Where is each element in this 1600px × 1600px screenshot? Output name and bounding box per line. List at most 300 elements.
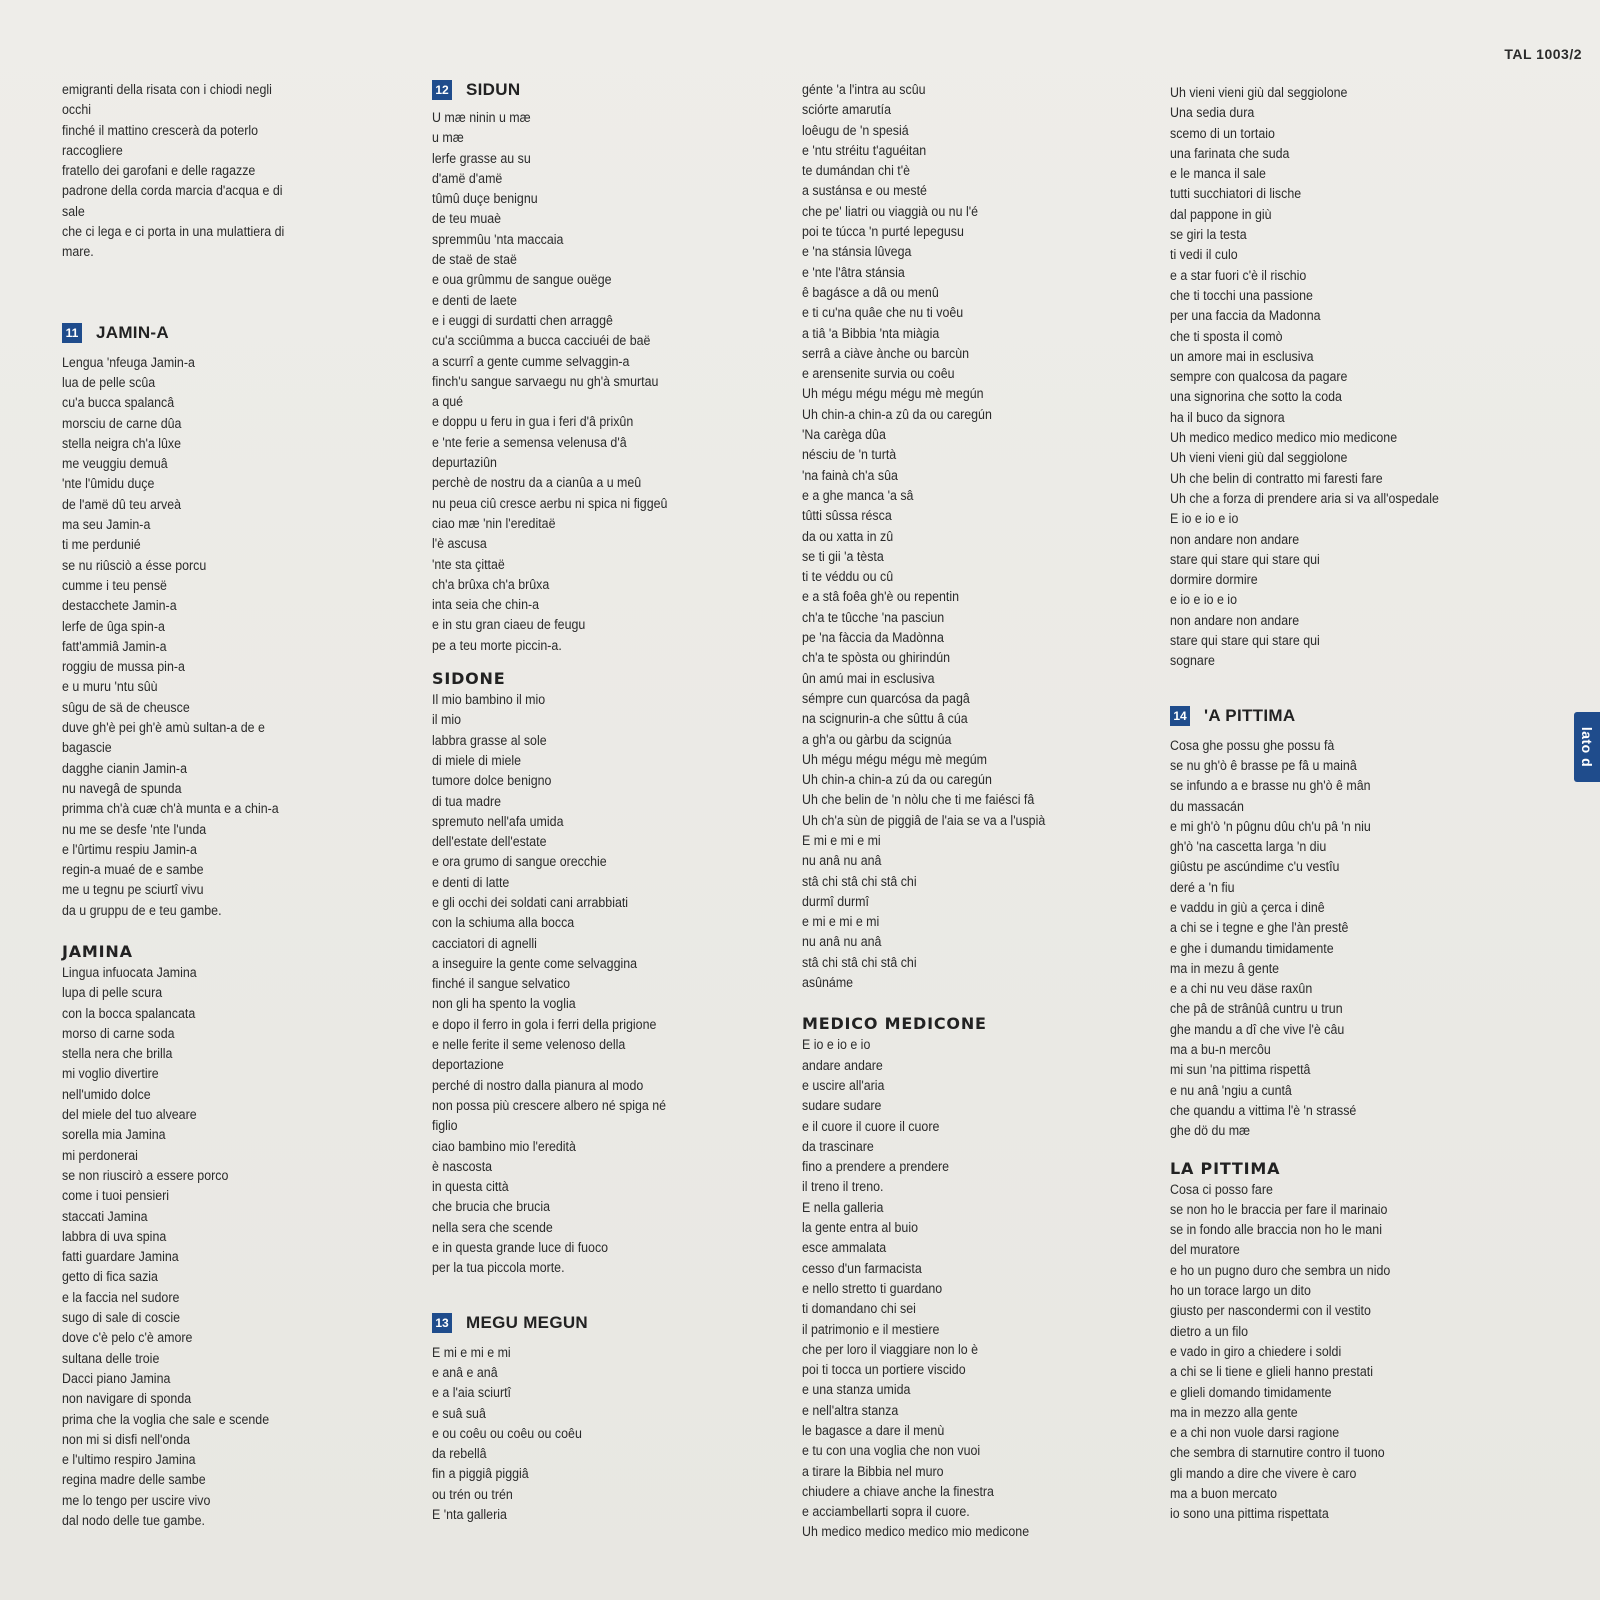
lyric-line: loêugu de 'n spesiá [802, 122, 909, 138]
lyric-line: E nella galleria [802, 1199, 884, 1215]
lyric-line: e 'ntu stréitu t'aguéitan [802, 142, 927, 158]
lyric-line: a chi se i tegne e ghe l'àn prestê [1170, 920, 1349, 936]
lyric-line: E io e io e io [1170, 511, 1239, 527]
lyric-line: e suâ suâ [432, 1405, 486, 1421]
lyric-line: labbra di uva spina [62, 1228, 167, 1244]
lyric-line: e a l'aia sciurtî [432, 1385, 512, 1401]
lyric-line: nu me se desfe 'nte l'unda [62, 821, 207, 837]
lyric-line: scemo di un tortaio [1170, 125, 1275, 141]
lyric-line: e vaddu in giù a çerca i dinê [1170, 899, 1325, 915]
lyric-line: che ci lega e ci porta in una mulattiera di [62, 224, 285, 240]
lyric-line: da rebellâ [432, 1446, 487, 1462]
column-1 [62, 80, 304, 1531]
catalog-number: TAL 1003/2 [1504, 46, 1582, 62]
lyric-line: nella sera che scende [432, 1219, 553, 1235]
megu-megun-lyrics [432, 1343, 688, 1526]
lyric-line: l'è ascusa [432, 536, 487, 552]
lyric-line: e a chi nu veu däse raxûn [1170, 981, 1313, 997]
lyric-line: regin-a muaé de e sambe [62, 862, 204, 878]
lyric-line: dal pappone in giù [1170, 206, 1272, 222]
lyric-line: Uh mégu mégu mégu mè megún [802, 386, 984, 402]
la-pittima-lyrics [1170, 1180, 1462, 1525]
lyric-line: a chi se li tiene e glieli hanno prestati [1170, 1364, 1373, 1380]
lyric-line: mare. [62, 244, 94, 260]
lyric-line: e nu anâ 'ngiu a cuntâ [1170, 1082, 1292, 1098]
lyric-line: e denti de laete [432, 292, 517, 308]
lyric-line: e vado in giro a chiedere i soldi [1170, 1343, 1342, 1359]
lyric-line: e a ghe manca 'a sâ [802, 487, 914, 503]
lyric-line: non andare non andare [1170, 531, 1300, 547]
lyric-line: chiudere a chiave anche la finestra [802, 1483, 994, 1499]
lyric-line: a tirare la Bibbia nel muro [802, 1463, 944, 1479]
lyric-line: cacciatori di agnelli [432, 935, 537, 951]
lyric-line: fino a prendere a prendere [802, 1159, 950, 1175]
lyric-line: getto di fica sazia [62, 1269, 158, 1285]
lyric-line: sognare [1170, 653, 1215, 669]
lyric-line: spremuto nell'afa umida [432, 813, 564, 829]
lyric-line: il treno il treno. [802, 1179, 884, 1195]
intro-stanza [62, 80, 304, 263]
lyric-line: gli mando a dire che vivere è caro [1170, 1465, 1357, 1481]
lyric-line: dove c'è pelo c'è amore [62, 1330, 193, 1346]
lyric-line: 'Na carèga dûa [802, 427, 886, 443]
lyric-line: e la faccia nel sudore [62, 1289, 180, 1305]
lyric-line: dormire dormire [1170, 572, 1258, 588]
lyric-line: che pâ de strânûâ cuntru u trun [1170, 1001, 1343, 1017]
lyric-line: Lengua 'nfeuga Jamin-a [62, 354, 195, 370]
lyric-line: la gente entra al buio [802, 1220, 919, 1236]
lyric-line: bagascie [62, 740, 112, 756]
lyric-line: cu'a bucca spalancâ [62, 395, 175, 411]
lyric-line: asûnáme [802, 975, 854, 991]
lyric-line: di tua madre [432, 793, 502, 809]
lyric-line: duve gh'è pei gh'è amù sultan-a de e [62, 720, 265, 736]
lyric-line: emigranti della risata con i chiodi negli [62, 82, 272, 97]
lyric-line: regina madre delle sambe [62, 1472, 206, 1488]
lyric-line: ma in mezzo alla gente [1170, 1404, 1298, 1420]
lyric-line: Uh ch'a sùn de piggiâ de l'aia se va a l'uspià [802, 812, 1046, 828]
lyric-line: Uh che belin de 'n nòlu che ti me faiésci fâ [802, 792, 1035, 808]
lyric-line: serrâ a ciàve ànche ou barcùn [802, 345, 970, 361]
lyric-line: me lo tengo per uscire vivo [62, 1492, 211, 1508]
side-label: lato d [1579, 726, 1595, 768]
lyric-line: d'amë d'amë [432, 170, 503, 186]
lyric-line: da u gruppu de e teu gambe. [62, 902, 222, 918]
lyric-line: e u muru 'ntu sûù [62, 679, 158, 695]
lyric-line: du massacán [1170, 798, 1244, 814]
lyric-line: Dacci piano Jamina [62, 1370, 171, 1386]
lyric-line: che ti tocchi una passione [1170, 287, 1313, 303]
lyric-line: e una stanza umida [802, 1382, 911, 1398]
lyric-line: e le manca il sale [1170, 166, 1266, 182]
lyric-line: ti vedi il culo [1170, 247, 1238, 263]
lyric-line: con la bocca spalancata [62, 1005, 196, 1021]
column-3 [802, 80, 1066, 1543]
medico-medicone-lyrics [802, 1035, 1066, 1542]
track-13-heading [432, 1309, 688, 1337]
lyric-line: 'nte sta çittaë [432, 556, 505, 572]
lyric-line: stare qui stare qui stare qui [1170, 551, 1320, 567]
lyric-line: mi perdonerai [62, 1147, 138, 1163]
lyric-line: e in stu gran ciaeu de feugu [432, 617, 586, 633]
lyric-line: ma in mezu â gente [1170, 960, 1280, 976]
lyric-line: e ora grumo di sangue orecchie [432, 854, 607, 870]
lyric-line: sciórte amarutía [802, 102, 892, 118]
lyric-line: finch'u sangue sarvaegu nu gh'à smurtau [432, 373, 659, 389]
lyric-line: de teu muaè [432, 211, 502, 227]
lyric-line: tutti succhiatori di lische [1170, 186, 1302, 202]
lyric-line: una farinata che suda [1170, 145, 1290, 161]
lyric-line: per una faccia da Madonna [1170, 308, 1321, 324]
track-title: JAMIN-A [96, 322, 169, 342]
translation-title: MEDICO MEDICONE [802, 1014, 987, 1034]
lyric-line: nell'umido dolce [62, 1086, 151, 1102]
lyric-line: a tiâ 'a Bibbia 'nta miàgia [802, 325, 940, 341]
lyric-line: ch'a brûxa ch'a brûxa [432, 576, 550, 592]
lyric-line: a scurrî a gente cumme selvaggin-a [432, 353, 630, 369]
jamin-a-lyrics [62, 353, 304, 921]
lyric-line: génte 'a l'intra au scûu [802, 82, 926, 97]
lyric-line: ciao bambino mio l'eredità [432, 1138, 576, 1154]
lyric-line: e l'ultimo respiro Jamina [62, 1452, 196, 1468]
lyric-line: nu anâ nu anâ [802, 934, 882, 950]
lyric-line: pe a teu morte piccin-a. [432, 637, 562, 653]
lyric-line: Uh che belin di contratto mi faresti fare [1170, 470, 1383, 486]
lyric-line: ti te véddu ou cû [802, 569, 894, 585]
lyric-line: 'na fainà ch'a sûa [802, 467, 898, 483]
lyric-line: cumme i teu pensë [62, 577, 167, 593]
lyric-line: giûstu pe ascúndime c'u vestîu [1170, 859, 1340, 875]
lyric-line: ghe mandu a dî che vive l'è câu [1170, 1021, 1345, 1037]
lyric-line: Uh medico medico medico mio medicone [802, 1524, 1030, 1540]
lyric-line: stella neigra ch'a lûxe [62, 435, 182, 451]
lyric-line: e oua grûmmu de sangue ouëge [432, 272, 612, 288]
lyric-line: e tu con una voglia che non vuoi [802, 1443, 981, 1459]
lyric-line: Una sedia dura [1170, 105, 1255, 121]
lyric-line: Cosa ghe possu ghe possu fà [1170, 737, 1335, 753]
lyric-line: lua de pelle scûa [62, 374, 156, 390]
lyric-line: E mi e mi e mi [802, 832, 881, 848]
lyric-line: Uh vieni vieni giù dal seggiolone [1170, 85, 1348, 100]
lyric-line: e ti cu'na quâe che nu ti voêu [802, 305, 964, 321]
translation-title: JAMINA [62, 941, 133, 961]
lyric-line: una signorina che sotto la coda [1170, 389, 1342, 405]
column-2 [432, 76, 688, 1525]
lyric-line: ti domandano chi sei [802, 1301, 916, 1317]
lyric-line: esce ammalata [802, 1240, 887, 1256]
lyric-line: e mi e mi e mi [802, 914, 880, 930]
lyric-line: è nascosta [432, 1158, 493, 1174]
lyric-line: inta seia che chin-a [432, 597, 540, 613]
lyric-line: non mi si disfi nell'onda [62, 1431, 191, 1447]
lyric-line: stâ chi stâ chi stâ chi [802, 873, 917, 889]
lyric-line: e l'ûrtimu respiu Jamin-a [62, 841, 197, 857]
medico-medicone-lyrics-continued [1170, 83, 1462, 672]
lyric-line: dal nodo delle tue gambe. [62, 1513, 205, 1528]
lyric-line: e nello stretto ti guardano [802, 1280, 943, 1296]
lyric-line: le bagasce a dare il menù [802, 1423, 945, 1438]
track-number-badge: 11 [62, 323, 82, 343]
lyric-line: Uh medico medico medico mio medicone [1170, 430, 1398, 446]
lyric-line: giusto per nascondermi con il vestito [1170, 1303, 1371, 1319]
lyric-line: tûtti sûssa résca [802, 508, 892, 524]
lyric-line: se in fondo alle braccia non ho le mani [1170, 1222, 1382, 1238]
lyric-line: a sustánsa e ou mesté [802, 183, 927, 199]
lyric-line: morso di carne soda [62, 1025, 175, 1041]
lyric-line: e nell'altra stanza [802, 1402, 899, 1418]
lyric-line: come i tuoi pensieri [62, 1188, 170, 1204]
lyric-line: non possa più crescere albero né spiga né [432, 1097, 667, 1113]
lyric-line: sûgu de sä de cheusce [62, 699, 190, 715]
lyric-line: ti me perdunié [62, 537, 141, 553]
track-title: MEGU MEGUN [466, 1312, 588, 1332]
lyric-line: sugo di sale di coscie [62, 1310, 181, 1326]
lyric-line: da ou xatta in zû [802, 528, 894, 544]
lyric-line: che pe' liatri ou viaggià ou nu l'é [802, 203, 978, 219]
lyric-line: e ho un pugno duro che sembra un nido [1170, 1262, 1391, 1278]
lyric-line: ho un torace largo un dito [1170, 1283, 1311, 1299]
lyric-line: e ou coêu ou coêu ou coêu [432, 1425, 582, 1441]
lyric-line: gh'ò 'na cascetta larga 'n diu [1170, 839, 1327, 855]
lyric-line: e gli occhi dei soldati cani arrabbiati [432, 894, 629, 910]
translation-title: SIDONE [432, 669, 506, 689]
lyric-line: deré a 'n fiu [1170, 879, 1235, 895]
lyric-line: e nelle ferite il seme velenoso della [432, 1037, 626, 1053]
lyric-line: Cosa ci posso fare [1170, 1181, 1273, 1197]
lyric-line: andare andare [802, 1057, 883, 1073]
lyric-line: lerfe de ûga spin-a [62, 618, 165, 634]
lyric-line: il mio [432, 712, 461, 728]
lyric-line: da trascinare [802, 1138, 874, 1154]
lyric-line: fatti guardare Jamina [62, 1249, 179, 1265]
lyric-line: e denti di latte [432, 874, 510, 890]
lyric-line: durmî durmî [802, 893, 869, 909]
lyric-line: e arensenite survia ou coêu [802, 366, 955, 382]
lyric-line: E 'nta galleria [432, 1507, 507, 1522]
lyric-line: te dumándan chi t'è [802, 163, 911, 179]
lyric-line: e 'na stánsia lûvega [802, 244, 912, 260]
lyric-line: ghe dö du mæ [1170, 1123, 1251, 1139]
lyric-line: e io e io e io [1170, 592, 1237, 608]
lyric-line: Lingua infuocata Jamina [62, 964, 197, 980]
lyric-line: pe 'na fàccia da Madònna [802, 630, 944, 646]
side-tab [1574, 712, 1600, 782]
lyric-line: Uh chin-a chin-a zû da ou caregún [802, 406, 992, 422]
lyric-line: me veuggiu demuâ [62, 456, 168, 472]
lyric-line: figlio [432, 1118, 458, 1134]
lyric-line: tumore dolce benigno [432, 773, 552, 789]
lyric-line: U mæ ninin u mæ [432, 110, 531, 125]
lyric-line: e 'nte ferie a semensa velenusa d'â [432, 434, 627, 450]
lyric-line: u mæ [432, 130, 464, 146]
lyric-line: e acciambellarti sopra il cuore. [802, 1504, 970, 1520]
lyric-line: sempre con qualcosa da pagare [1170, 369, 1348, 385]
lyric-line: ciao mæ 'nin l'ereditaë [432, 515, 556, 531]
lyric-line: cesso d'un farmacista [802, 1260, 922, 1276]
lyric-line: me u tegnu pe sciurtî vivu [62, 882, 204, 898]
track-number-badge: 12 [432, 80, 452, 100]
lyric-line: Uh chin-a chin-a zú da ou caregún [802, 772, 992, 788]
lyric-line: e glieli domando timidamente [1170, 1384, 1332, 1400]
lyric-line: poi te túcca 'n purté lepegusu [802, 224, 964, 240]
lyric-line: roggiu de mussa pin-a [62, 659, 185, 675]
lyric-line: tûmû duçe benignu [432, 191, 538, 207]
lyric-line: se nu riûsciò a ésse porcu [62, 557, 207, 573]
lyric-line: se ti gii 'a tèsta [802, 548, 884, 564]
lyric-line: e a stâ foêa gh'è ou repentin [802, 589, 960, 605]
lyric-line: e anâ e anâ [432, 1364, 498, 1380]
lyric-line: il patrimonio e il mestiere [802, 1321, 940, 1337]
lyric-line: io sono una pittima rispettata [1170, 1506, 1329, 1522]
jamina-lyrics [62, 963, 304, 1531]
lyric-line: per la tua piccola morte. [432, 1260, 565, 1276]
lyric-line: perché di nostro dalla pianura al modo [432, 1077, 644, 1093]
lyric-line: e in questa grande luce di fuoco [432, 1240, 609, 1256]
lyric-line: de staë de staë [432, 252, 517, 268]
lyric-line: che brucia che brucia [432, 1199, 551, 1215]
lyric-line: nésciu de 'n turtà [802, 447, 897, 463]
lyric-line: staccati Jamina [62, 1208, 148, 1224]
translation-title: LA PITTIMA [1170, 1158, 1281, 1178]
lyric-line: mi sun 'na pittima rispettâ [1170, 1062, 1311, 1078]
lyric-line: na scignurin-a che sûttu â cúa [802, 711, 968, 727]
lyric-line: e mi gh'ò 'n pûgnu dûu ch'u pâ 'n niu [1170, 818, 1371, 834]
lyric-line: non gli ha spento la voglia [432, 996, 576, 1012]
lyric-line: primma ch'à cuæ ch'à munta e a chin-a [62, 801, 279, 817]
lyric-line: stare qui stare qui stare qui [1170, 633, 1320, 649]
lyric-line: e a star fuori c'è il rischio [1170, 267, 1307, 283]
lyric-line: padrone della corda marcia d'acqua e di [62, 183, 283, 199]
lyric-line: a inseguire la gente come selvaggina [432, 955, 638, 971]
lyric-line: e il cuore il cuore il cuore [802, 1118, 940, 1134]
lyric-line: E mi e mi e mi [432, 1344, 511, 1360]
lyric-line: ch'a te spòsta ou ghirindún [802, 650, 951, 666]
lyric-line: deportazione [432, 1057, 504, 1073]
lyric-line: ma seu Jamin-a [62, 517, 151, 533]
lyric-line: di miele di miele [432, 752, 522, 768]
lyric-line: morsciu de carne dûa [62, 415, 182, 431]
lyric-line: sorella mia Jamina [62, 1127, 166, 1143]
lyric-line: fratello dei garofani e delle ragazze [62, 163, 256, 179]
lyric-line: e dopo il ferro in gola i ferri della prigione [432, 1016, 657, 1032]
lyric-line: labbra grasse al sole [432, 732, 547, 748]
lyric-line: Uh mégu mégu mégu mè megúm [802, 751, 988, 767]
track-11-heading [62, 319, 304, 347]
lyric-line: stâ chi stâ chi stâ chi [802, 954, 917, 970]
lyric-line: ûn amú mai in esclusiva [802, 670, 935, 686]
track-12-heading [432, 76, 688, 104]
lyric-line: che sembra di starnutire contro il tuono [1170, 1445, 1385, 1461]
lyric-line: dietro a un filo [1170, 1323, 1249, 1339]
lyric-line: perchè de nostru da a cianûa a u meû [432, 475, 642, 491]
lyric-line: prima che la voglia che sale e scende [62, 1411, 270, 1427]
sidone-lyrics [432, 690, 688, 1279]
lyric-line: e ghe i dumandu timidamente [1170, 940, 1334, 956]
lyric-line: ê bagásce a dâ ou menû [802, 284, 939, 300]
track-14-heading [1170, 702, 1462, 730]
lyric-line: sudare sudare [802, 1098, 882, 1114]
lyric-line: un amore mai in esclusiva [1170, 348, 1314, 364]
lyric-line: E io e io e io [802, 1037, 871, 1053]
lyric-line: ma a bu-n mercôu [1170, 1042, 1271, 1058]
lyric-line: con la schiuma alla bocca [432, 915, 575, 931]
lyric-line: se non ho le braccia per fare il marinaio [1170, 1201, 1388, 1217]
lyric-line: stella nera che brilla [62, 1046, 173, 1062]
track-title: 'A PITTIMA [1204, 705, 1296, 725]
lyric-line: ch'a te tûcche 'na pasciun [802, 609, 945, 625]
lyric-line: mi voglio divertire [62, 1066, 159, 1082]
lyric-line: raccogliere [62, 142, 123, 158]
lyric-line: ha il buco da signora [1170, 409, 1285, 425]
lyric-line: finché il mattino crescerà da poterlo [62, 122, 259, 138]
lyric-line: Uh che a forza di prendere aria si va all'ospedale [1170, 490, 1439, 506]
sidun-lyrics [432, 108, 688, 656]
track-title: SIDUN [466, 80, 521, 99]
lyric-line: non andare non andare [1170, 612, 1300, 628]
lyric-line: sultana delle troie [62, 1350, 160, 1366]
a-pittima-lyrics [1170, 736, 1462, 1142]
lyric-line: e doppu u feru in gua i feri d'â prixûn [432, 414, 634, 430]
lyric-line: e 'nte l'âtra stánsia [802, 264, 905, 280]
lyric-line: sale [62, 203, 85, 219]
lyric-line: nu peua ciû cresce aerbu ni spica ni figgeû [432, 495, 668, 511]
lyric-line: cu'a scciûmma a bucca cacciuéi de baë [432, 333, 651, 349]
lyric-line: lerfe grasse au su [432, 150, 531, 166]
lyric-line: fatt'ammiâ Jamin-a [62, 638, 167, 654]
megu-megun-lyrics-continued [802, 80, 1066, 993]
lyric-line: se infundo a e brasse nu gh'ò ê mân [1170, 778, 1371, 794]
lyric-line: occhi [62, 102, 91, 118]
lyric-line: del miele del tuo alveare [62, 1107, 197, 1123]
lyric-line: ma a buon mercato [1170, 1486, 1278, 1501]
lyric-line: in questa città [432, 1179, 509, 1195]
lyric-line: e a chi non vuole darsi ragione [1170, 1425, 1340, 1441]
lyric-line: 'nte l'ûmidu duçe [62, 476, 155, 492]
lyric-line: Il mio bambino il mio [432, 692, 546, 708]
lyric-line: destacchete Jamin-a [62, 598, 177, 614]
column-4 [1170, 83, 1462, 1525]
lyric-line: se non riuscirò a essere porco [62, 1167, 229, 1183]
lyric-line: se giri la testa [1170, 227, 1247, 243]
lyric-line: a gh'a ou gàrbu da scignúa [802, 731, 952, 747]
lyric-line: del muratore [1170, 1242, 1240, 1258]
lyric-line: fin a piggiâ piggiâ [432, 1466, 529, 1482]
lyric-line: se nu gh'ò ê brasse pe fâ u mainâ [1170, 757, 1357, 773]
lyric-line: e i euggi di surdatti chen arraggê [432, 312, 613, 328]
lyric-line: nu anâ nu anâ [802, 853, 882, 869]
lyric-line: Uh vieni vieni giù dal seggiolone [1170, 450, 1348, 466]
track-number-badge: 14 [1170, 706, 1190, 726]
lyric-line: non navigare di sponda [62, 1391, 192, 1407]
lyric-line: a qué [432, 394, 464, 410]
lyric-line: che ti sposta il comò [1170, 328, 1283, 344]
lyric-line: ou trén ou trén [432, 1486, 513, 1502]
lyric-line: de l'amë dû teu arveà [62, 496, 182, 512]
lyric-line: nu navegâ de spunda [62, 780, 182, 796]
lyric-line: lupa di pelle scura [62, 985, 163, 1001]
lyric-line: spremmûu 'nta maccaia [432, 231, 564, 247]
lyric-line: poi ti tocca un portiere viscido [802, 1362, 966, 1378]
lyric-line: che quandu a vittima l'è 'n strassé [1170, 1102, 1357, 1118]
lyric-line: e uscire all'aria [802, 1077, 885, 1093]
lyric-line: dell'estate dell'estate [432, 834, 547, 850]
lyric-line: sémpre cun quarcósa da pagâ [802, 690, 970, 706]
lyric-line: dagghe cianin Jamin-a [62, 760, 187, 776]
track-number-badge: 13 [432, 1313, 452, 1333]
lyric-line: che per loro il viaggiare non lo è [802, 1341, 979, 1357]
lyric-line: finché il sangue selvatico [432, 976, 571, 992]
lyric-line: depurtaziûn [432, 455, 497, 471]
